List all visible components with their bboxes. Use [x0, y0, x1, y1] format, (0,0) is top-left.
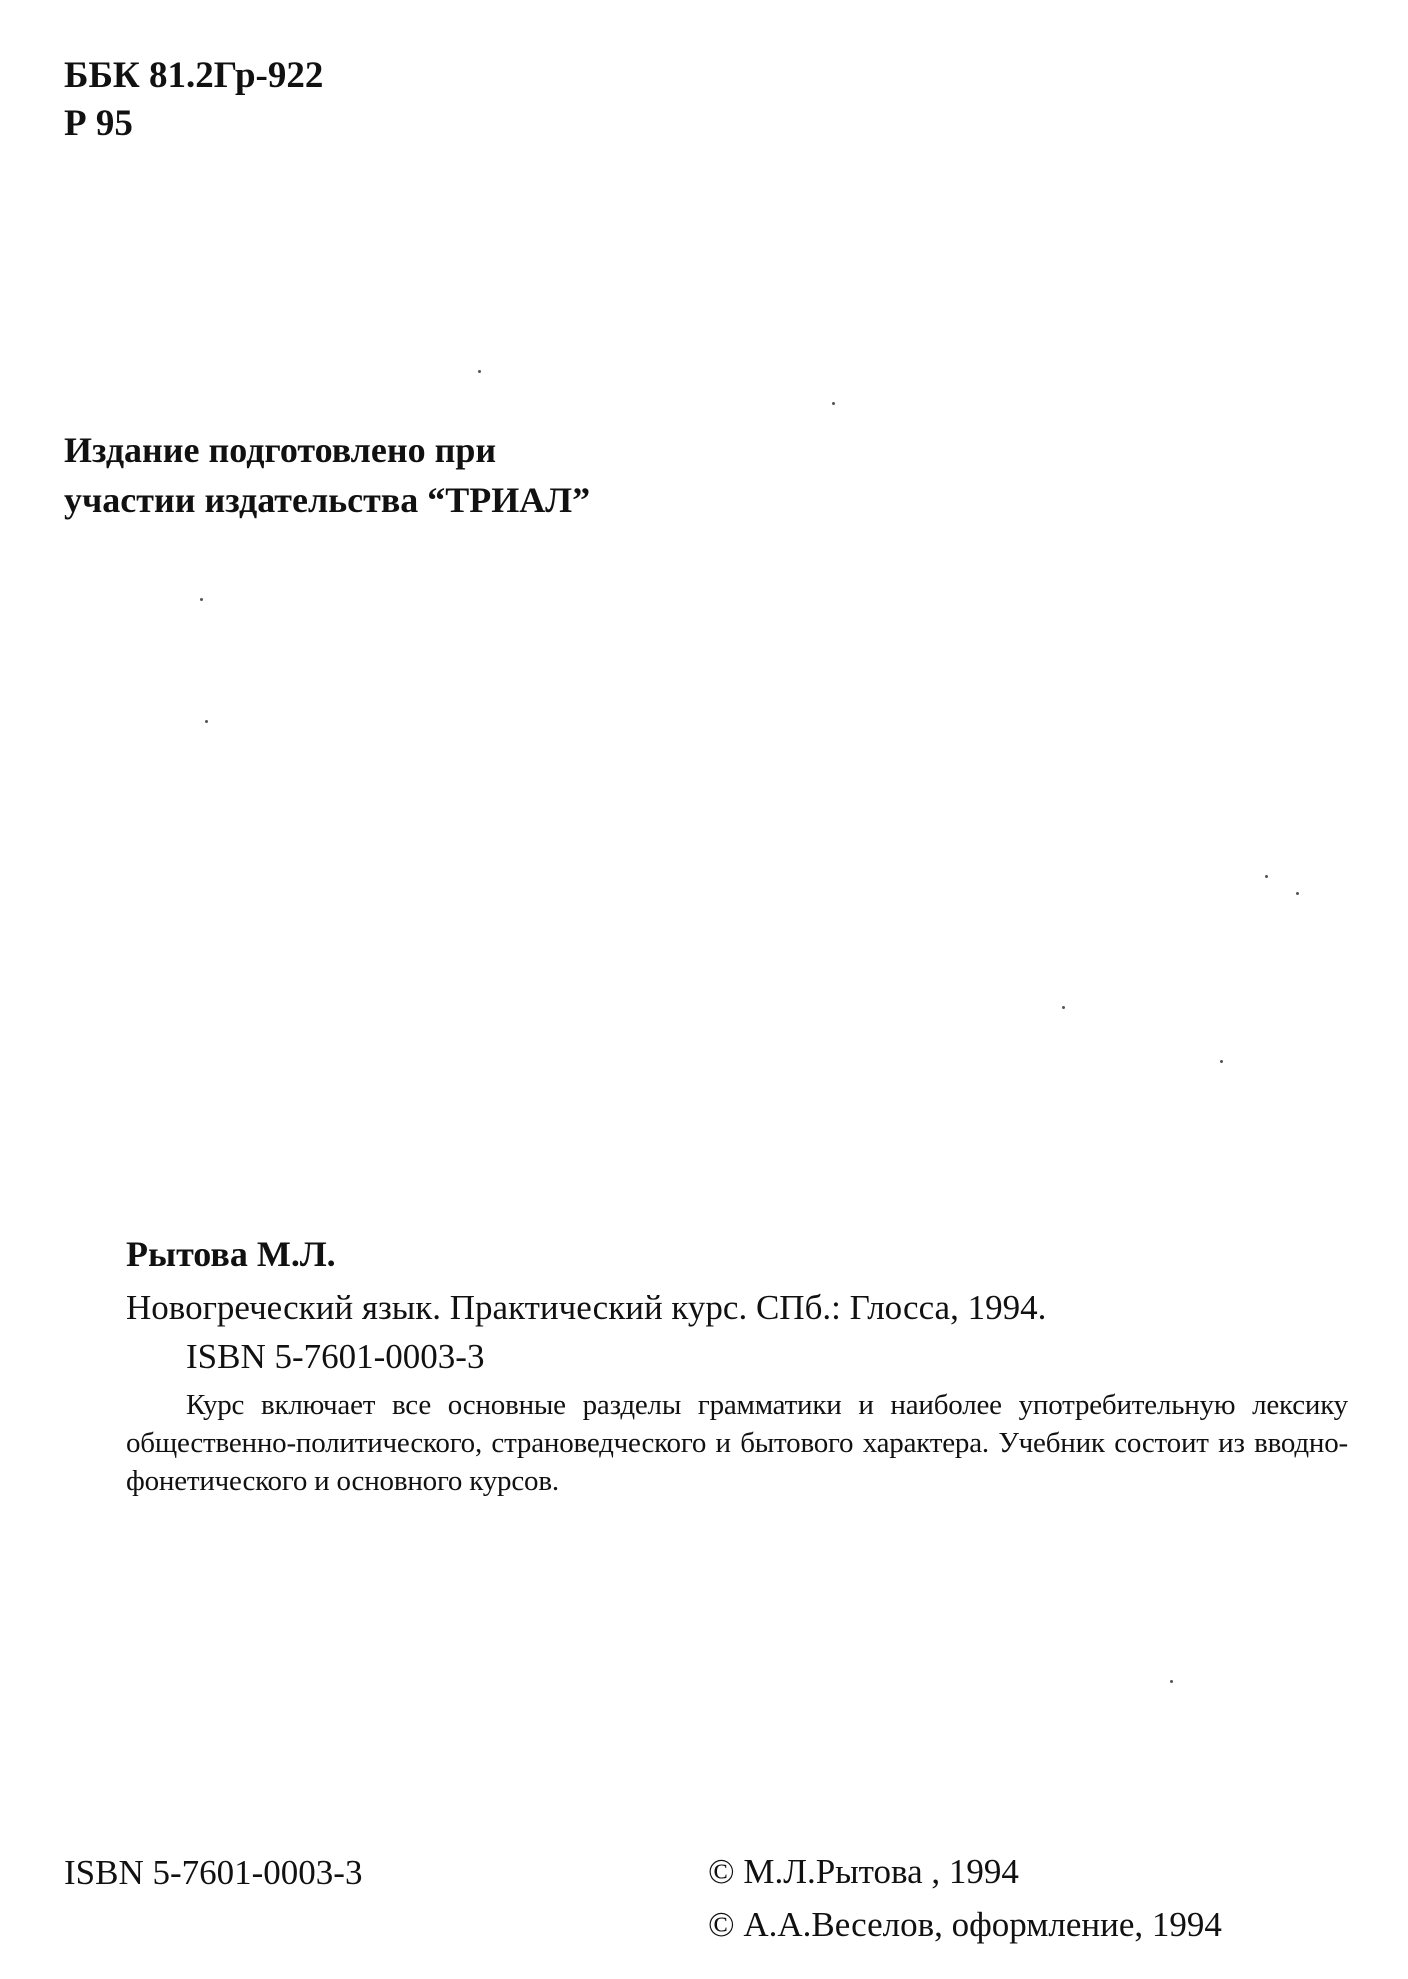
author-name: Рытова М.Л.	[126, 1234, 336, 1274]
bbk-code: ББК 81.2Гр-922	[64, 55, 324, 96]
book-title: Новогреческий язык. Практический курс. СПб.: Глосса, 1994.	[126, 1288, 1047, 1327]
scan-speck	[1220, 1060, 1223, 1063]
classification-block	[64, 52, 323, 148]
scan-speck	[205, 720, 208, 723]
scan-speck	[1170, 1680, 1173, 1683]
scan-speck	[832, 402, 835, 405]
author-sign-code: Р 95	[64, 103, 133, 144]
scan-speck	[478, 370, 481, 373]
scan-speck	[1062, 1006, 1065, 1009]
copyright-block	[708, 1845, 1222, 1951]
copyright-design: © А.А.Веселов, оформление, 1994	[708, 1905, 1222, 1944]
footer-isbn: ISBN 5-7601-0003-3	[64, 1853, 363, 1892]
scan-speck	[1265, 875, 1268, 878]
publisher-note-line-2: участии издательства “ТРИАЛ”	[64, 480, 591, 520]
publisher-note	[64, 425, 590, 525]
scan-speck	[1296, 892, 1299, 895]
scan-speck	[200, 598, 203, 601]
record-isbn: ISBN 5-7601-0003-3	[186, 1337, 485, 1376]
bibliographic-record	[126, 1230, 1346, 1500]
publisher-note-line-1: Издание подготовлено при	[64, 430, 497, 470]
book-abstract: Курс включает все основные разделы грамматики и наиболее употребительную лексику общественно-политического, страноведческого и бытового характера. Учебник состоит из вводно-фонетического и основного курсов.	[126, 1389, 1348, 1497]
copyright-author: © М.Л.Рытова , 1994	[708, 1852, 1019, 1891]
